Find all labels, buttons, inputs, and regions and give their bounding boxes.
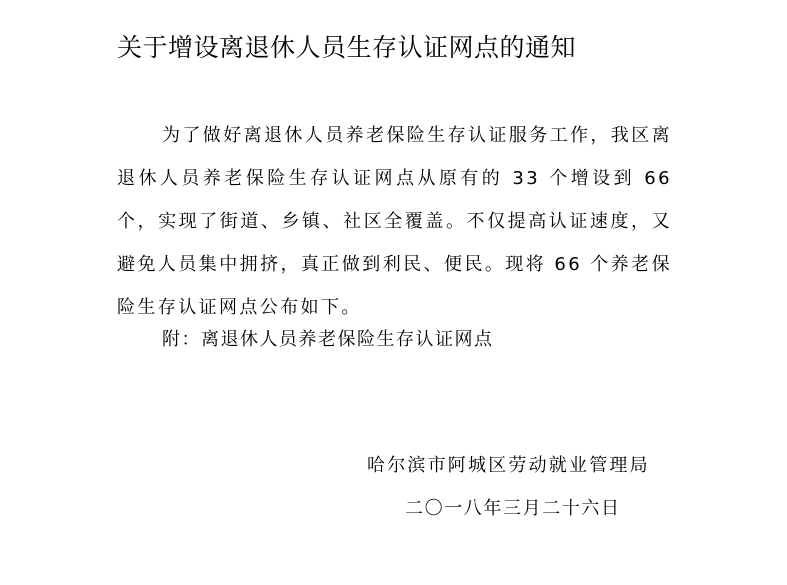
issue-date: 二〇一八年三月二十六日 [405,498,621,519]
notice-body-paragraph: 为了做好离退休人员养老保险生存认证服务工作，我区离退休人员养老保险生存认证网点从原有的 33 个增设到 66 个，实现了街道、乡镇、社区全覆盖。不仅提高认证速度，又避免人员集中拥挤，真正做到利民、便民。现将 66 个养老保险生存认证网点公布如下。 [117,125,672,318]
issuing-organization: 哈尔滨市阿城区劳动就业管理局 [367,455,650,476]
attachment-line: 附：离退休人员养老保险生存认证网点 [162,329,494,350]
notice-title: 关于增设离退休人员生存认证网点的通知 [117,33,577,62]
